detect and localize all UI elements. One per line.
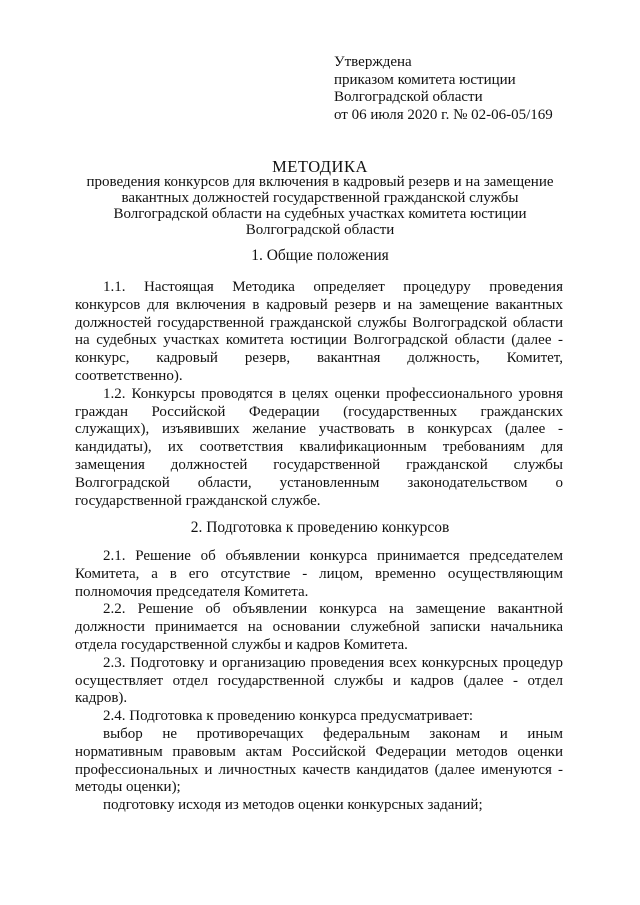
paragraph-line: кадров). xyxy=(75,690,128,707)
paragraph-line: граждан Российской Федерации (государственных гражданских xyxy=(75,403,563,420)
subtitle-line-1: проведения конкурсов для включения в кадровый резерв и на замещение xyxy=(86,174,554,190)
section-1-heading: 1. Общие положения xyxy=(251,247,389,264)
paragraph-line: методы оценки); xyxy=(75,779,181,796)
paragraph-line: выбор не противоречащих федеральным законам и иным xyxy=(103,725,563,742)
approval-line-4: от 06 июля 2020 г. № 02-06-05/169 xyxy=(334,106,553,123)
section-2-heading: 2. Подготовка к проведению конкурсов xyxy=(190,519,450,536)
document-title: МЕТОДИКА xyxy=(272,157,368,176)
paragraph-line: должности принимается на основании служебной записки начальника xyxy=(75,619,563,636)
paragraph-line: конкурсов для включения в кадровый резерв и на замещение вакантных xyxy=(75,296,563,313)
paragraph-line: 2.2. Решение об объявлении конкурса на замещение вакантной xyxy=(103,601,563,618)
paragraph-line: профессиональных и личностных качеств кандидатов (далее именуются - xyxy=(75,761,563,778)
paragraph-line: кандидаты), их соответствия квалификационным требованиям для xyxy=(75,439,563,456)
section-1-body xyxy=(75,279,563,510)
approval-line-1: Утверждена xyxy=(334,54,412,70)
paragraph-line: 1.2. Конкурсы проводятся в целях оценки профессионального уровня xyxy=(103,385,563,402)
paragraph-line: осуществляет отдел государственной службы и кадров (далее - отдел xyxy=(75,672,563,689)
subtitle-line-3: Волгоградской области на судебных участках комитета юстиции xyxy=(113,206,527,222)
paragraph-line: Комитета, а в его отсутствие - лицом, временно осуществляющим xyxy=(75,565,563,582)
paragraph-line: полномочия председателя Комитета. xyxy=(75,583,309,600)
paragraph-line: отдела государственной службы и кадров Комитета. xyxy=(75,636,408,653)
paragraph-line: на судебных участках комитета юстиции Волгоградской области (далее - xyxy=(75,332,563,349)
document-subtitle xyxy=(60,174,580,238)
paragraph-line: 1.1. Настоящая Методика определяет процедуру проведения xyxy=(103,279,563,295)
section-2-body xyxy=(75,548,563,815)
paragraph-line: подготовку исходя из методов оценки конкурсных заданий; xyxy=(103,797,483,814)
paragraph-line: должностей государственной гражданской службы Волгоградской области xyxy=(75,314,563,331)
paragraph-line: замещения должностей государственной гражданской службы xyxy=(75,456,563,473)
paragraph-line: 2.3. Подготовку и организацию проведения всех конкурсных процедур xyxy=(103,654,563,671)
paragraph-line: 2.1. Решение об объявлении конкурса принимается председателем xyxy=(103,548,563,564)
paragraph-line: служащих), изъявивших желание участвовать в конкурсах (далее - xyxy=(75,421,563,438)
paragraph-line: 2.4. Подготовка к проведению конкурса предусматривает: xyxy=(103,708,474,725)
paragraph-line: конкурс, кадровый резерв, вакантная должность, Комитет, xyxy=(75,350,563,367)
paragraph-line: нормативным правовым актам Российской Федерации методов оценки xyxy=(75,743,563,760)
approval-block xyxy=(334,54,624,124)
paragraph-line: государственной гражданской службе. xyxy=(75,492,321,509)
paragraph-line: соответственно). xyxy=(75,367,183,384)
paragraph-line: Волгоградской области, установленным законодательством о xyxy=(75,474,563,491)
subtitle-line-4: Волгоградской области xyxy=(245,222,395,238)
approval-line-2: приказом комитета юстиции xyxy=(334,71,516,88)
subtitle-line-2: вакантных должностей государственной гражданской службы xyxy=(121,190,519,206)
approval-line-3: Волгоградской области xyxy=(334,89,483,105)
